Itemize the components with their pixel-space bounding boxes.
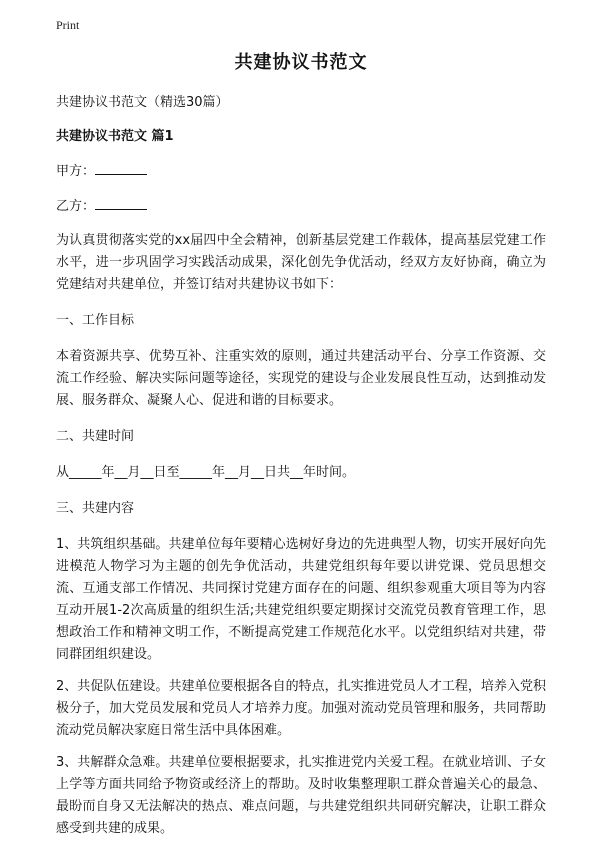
party-b-label: 乙方： xyxy=(56,199,96,214)
section3-heading: 三、共建内容 xyxy=(56,501,135,516)
party-a-label: 甲方： xyxy=(56,164,96,179)
section3-item-3: 3、共解群众急难。共建单位要根据要求，扎实推进党内关爱工程。在就业培训、子女上学等方面共同给予物资或经济上的帮助。及时收集整理职工群众普遍关心的最急、最盼而自身又无法解决的热点、难点问题，与共建党组织共同研究解决，让职工群众感受到共建的成果。 xyxy=(56,755,546,836)
party-b-blank xyxy=(95,195,147,210)
document-body xyxy=(56,48,546,850)
document-title: 共建协议书范文 xyxy=(234,52,368,73)
section1-body: 本着资源共享、优势互补、注重实效的原则，通过共建活动平台、分享工作资源、交流工作经验、解决实际问题等途径，实现党的建设与企业发展良性互动，达到推动发展、服务群众、凝聚人心、促进和谐的目标要求。 xyxy=(56,349,546,408)
party-a-blank xyxy=(95,160,147,175)
section1-heading: 一、工作目标 xyxy=(56,313,135,328)
document-subtitle: 共建协议书范文（精选30篇） xyxy=(56,95,229,110)
section2-body: 从_____年__月__日至_____年__月__日共__年时间。 xyxy=(56,465,356,480)
party-b-line xyxy=(56,195,546,218)
section3-item-2: 2、共促队伍建设。共建单位要根据各自的特点，扎实推进党员人才工程，培养入党积极分子，加大党员发展和党员人才培养力度。加强对流动党员管理和服务，共同帮助流动党员解决家庭日常生活中具体困难。 xyxy=(56,679,546,738)
section3-item-1: 1、共筑组织基础。共建单位每年要精心选树好身边的先进典型人物，切实开展好向先进模范人物学习为主题的创先争优活动，共建党组织每年要以讲党课、党员思想交流、互通支部工作情况、共同探讨党建方面存在的问题、组织参观重大项目等为内容互动开展1-2次高质量的组织生活;共建党组织要定期探讨交流党员教育管理工作，思想政治工作和精神文明工作，不断提高党建工作规范化水平。以党组织结对共建，带同群团组织建设。 xyxy=(56,537,546,662)
article-title: 共建协议书范文 篇1 xyxy=(56,129,174,144)
section2-heading: 二、共建时间 xyxy=(56,429,135,444)
intro-paragraph: 为认真贯彻落实党的xx届四中全会精神，创新基层党建工作载体，提高基层党建工作水平，进一步巩固学习实践活动成果，深化创先争优活动，经双方友好协商，确立为党建结对共建单位，并签订结对共建协议书如下： xyxy=(56,233,546,292)
print-label[interactable]: Print xyxy=(56,18,80,32)
party-a-line xyxy=(56,160,546,183)
